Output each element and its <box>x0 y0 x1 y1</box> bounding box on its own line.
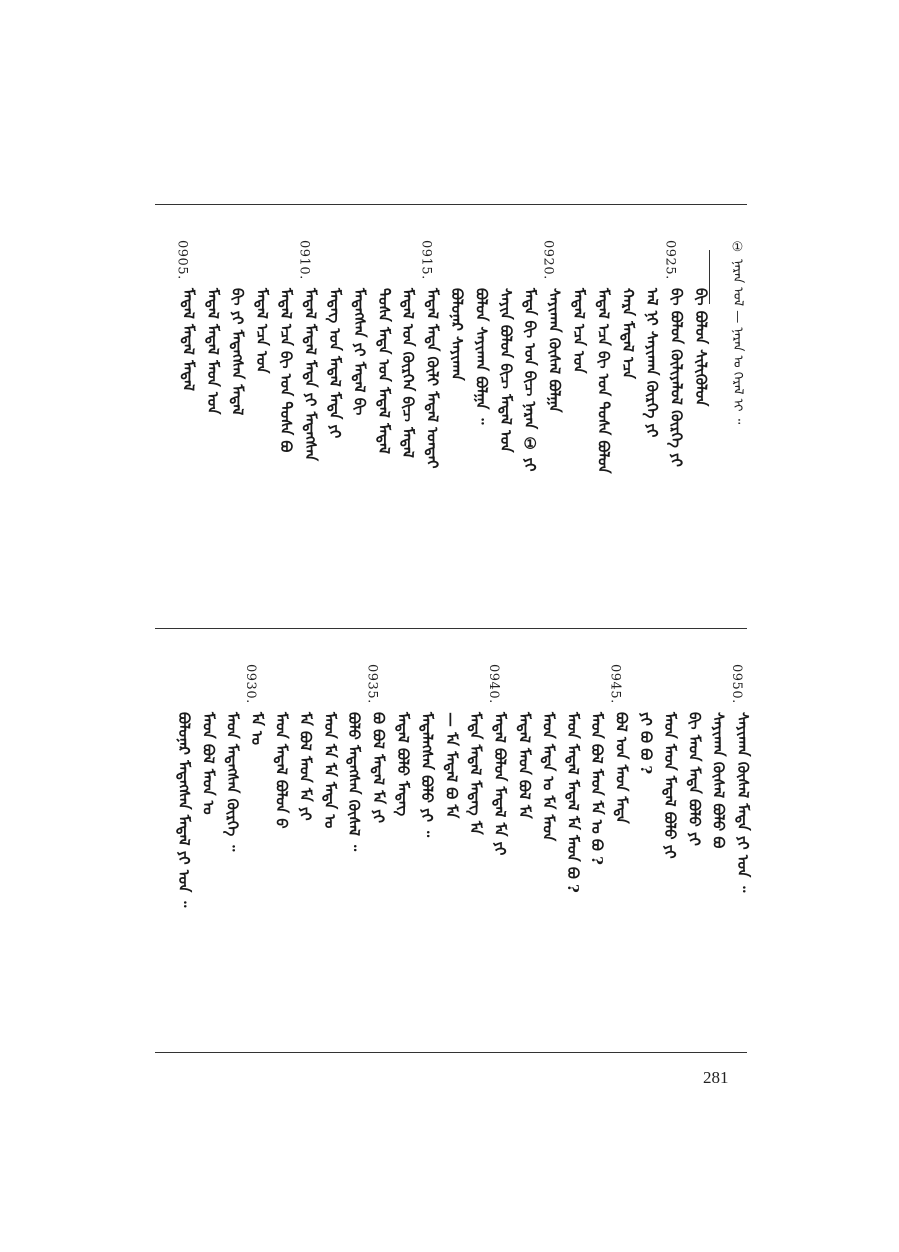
text-line: ᠶᠢ ᠪᠣ ᠪᠣ ? <box>636 712 655 775</box>
middle-rule <box>155 628 747 629</box>
text-line: ᠮᠡᠳᠡᠯ ᠮᠡᠳᠡᠯ ᠮᠡᠳ ᠤᠨ <box>204 288 222 415</box>
footnote <box>726 240 749 424</box>
footnote-text: ᠨᠠᠷᠠᠨ ᠣᠯ — ᠨᠠᠷᠠᠨ ᠤ ᠭᠡᠷᠡᠯ ᠢ ᠃ <box>730 259 745 425</box>
text-line: ᠮᠡᠳ ᠮᠡᠳᠡᠯ ᠪᠣᠯᠤᠨ ᠪ <box>272 712 291 829</box>
text-line: ᠠᠯ ᠨᠢ ᠰᠠᠶᠢᠬᠠᠨ ᠬᠦᠷᠭᠡ ᠶᠢ <box>643 288 662 438</box>
line-number: 0930. <box>243 664 258 704</box>
text-line: ᠰᠠᠶᠢᠬᠠᠨ ᠬᠦᠰᠡᠯ ᠪᠣᠯᠤ ᠪᠣ <box>709 712 728 849</box>
text-line: ᠬᠠᠷᠠ ᠮᠡᠳᠡᠯ ᠡᠴᠡ <box>618 288 637 379</box>
text-line: ᠮᠡᠳᠡᠯ ᠮᠡᠳ ᠪᠣᠯ ᠮᠡ <box>515 712 534 819</box>
line-number: 0925. <box>662 240 678 280</box>
text-line: ᠪᠢ ᠶᠢ ᠮᠡᠳᠡᠭᠰᠡᠨ ᠮᠡᠳᠡᠯ <box>228 288 247 416</box>
line-number: 0940. <box>486 664 501 704</box>
text-line: ᠮᠡᠳᠡᠯ ᠮᠡᠳᠡᠯ ᠮᠡᠳᠡ ᠶᠢ ᠮᠡᠳᠡᠭᠰᠡᠨ <box>301 288 320 462</box>
text-line: ᠲᠤᠰᠠ ᠮᠡᠳᠡ ᠤᠨ ᠮᠡᠳᠡᠯ ᠮᠡᠳᠡᠯ <box>374 288 393 454</box>
text-line: ᠮᠡᠳᠡᠭᠰᠡᠨ ᠶᠢ ᠮᠡᠳᠡᠯ ᠪᠢ <box>350 288 369 416</box>
text-line: ᠮᠡ ᠪᠣᠯ ᠮᠡᠳ ᠮᠡ ᠶᠢ <box>296 712 315 821</box>
text-line: ᠮᠡᠳᠡᠭ ᠤᠨ ᠮᠡᠳᠡᠯ ᠮᠡᠳᠡ ᠶᠢ <box>326 288 344 439</box>
text-line: ᠪᠢ ᠮᠡᠳ ᠮᠡᠳᠡ ᠪᠣᠯᠤ ᠶᠢ <box>685 712 704 846</box>
text-line: ᠮᠡᠳ ᠪᠣᠯ ᠮᠡᠳ ᠮᠡ ᠤ ᠪᠣ ? <box>588 712 607 865</box>
text-line: ᠰᠠᠶᠢᠬᠠᠨ ᠬᠦᠰᠡᠯ ᠪᠣᠯᠭᠠ <box>545 288 564 413</box>
text-line: ᠮᠡᠳᠡ ᠮᠡᠳᠡᠯ ᠮᠡᠳᠡᠭ ᠮᠡ <box>466 712 485 835</box>
text-line: ᠮᠡᠳᠡᠯ ᠡᠴᠡ ᠤᠨ <box>570 288 588 374</box>
line-number: 0910. <box>296 240 312 280</box>
text-line: ᠮᠡᠳᠡᠯ ᠮᠡᠳᠡ ᠬᠦᠯᠢ ᠮᠡᠳᠡᠯ ᠤᠨᠲᠠᠢ <box>423 288 442 469</box>
footnote-marker: ① <box>730 240 745 255</box>
text-line: ᠪᠣᠯᠤᠨᠠᠷ ᠰᠠᠶᠢᠬᠠᠨ <box>448 288 466 381</box>
line-number: 0920. <box>540 240 556 280</box>
text-line: ᠮᠡᠳᠡᠯ ᠮᠡᠳᠡᠯ ᠮᠡᠳᠡᠯ <box>179 288 198 391</box>
text-line: ᠮᠡᠳ ᠪᠣᠯ ᠮᠡᠳ ᠤ <box>199 712 218 815</box>
text-line: ᠮᠡᠳᠡ ᠪᠢ ᠤᠨ ᠪᠢᠴ ᠨᠠᠷᠠᠨ ① ᠶᠢ <box>521 288 540 472</box>
text-line: ᠪᠣᠯᠤ ᠮᠡᠳᠡᠭᠰᠡᠨ ᠬᠦᠰᠡᠯ ᠃ <box>345 712 364 852</box>
line-number: 0915. <box>418 240 434 280</box>
text-line: ᠪᠣᠯᠤᠨ ᠰᠠᠶᠢᠬᠠᠨ ᠪᠣᠯᠭᠠ ᠃ <box>472 288 491 425</box>
text-line: ᠪᠣ ᠪᠣᠯ ᠮᠡᠳᠡᠯ ᠮᠡ ᠶᠢ <box>369 712 388 824</box>
text-line: ᠮᠡᠳᠡᠯ ᠡᠴᠡ ᠤᠨ <box>252 288 271 374</box>
text-line: ᠮᠡᠳ ᠮᠡᠳᠡᠭᠰᠡᠨ ᠬᠦᠷᠭᠡ ᠃ <box>223 712 242 852</box>
text-line: ᠮᠡᠳᠡᠯ ᠪᠣᠯᠤ ᠮᠡᠳᠡᠭ <box>393 712 412 817</box>
text-line: ᠪᠣᠯ ᠤᠨ ᠮᠡᠳ ᠮᠡᠳᠡ <box>612 712 631 824</box>
text-line: ᠮᠡᠳ ᠮᠡᠳ ᠮᠡᠳᠡᠯ ᠪᠣᠯᠤ ᠶᠢ <box>661 712 680 859</box>
text-line: ᠰᠠᠶᠢᠨ ᠪᠤᠯᠤᠨ ᠪᠢᠴ ᠮᠡᠳᠡᠯ ᠤᠨ <box>496 288 515 453</box>
text-line: ᠮᠡᠳᠡᠯ ᠤᠨ ᠬᠦᠷᠭᠡᠨ ᠪᠢᠴ ᠮᠡᠳᠡᠯ <box>399 288 418 458</box>
line-number: 0905. <box>174 240 190 280</box>
text-line: ᠮᠡᠳᠡᠯ ᠪᠣᠯᠤᠨ ᠮᠡᠳᠡᠯ ᠮᠡ ᠶᠢ <box>491 712 509 856</box>
line-number: 0950. <box>729 664 744 704</box>
text-line: ᠪᠢ ᠪᠤᠯᠤᠨ ᠰᠢᠯᠢᠬᠦᠯᠦᠨ <box>692 288 710 407</box>
text-line: ᠮᠡ ᠤ <box>248 712 266 745</box>
text-line: ᠰᠠᠶᠢᠬᠠᠨ ᠬᠦᠰᠡᠯ ᠮᠡᠳᠡ ᠶᠢ ᠤᠨ ᠃ <box>734 712 752 893</box>
text-line: ᠮᠡᠳ ᠮᠡᠳᠡᠯ ᠮᠡᠳᠡᠯ ᠮᠡ ᠮᠡᠳ ᠪᠣ ? <box>563 712 582 893</box>
text-line: — ᠮᠡ ᠮᠡᠳᠡᠯ ᠪᠣ ᠮᠡ <box>442 712 461 819</box>
bottom-rule <box>155 1052 747 1053</box>
page-number: 281 <box>703 1068 729 1087</box>
text-line: ᠮᠡᠳᠡᠯᠡᠭᠰᠡᠨ ᠪᠣᠯᠤ ᠶᠢ ᠃ <box>418 712 437 838</box>
text-line: ᠮᠡᠳ ᠮᠡᠳᠡ ᠤ ᠮᠡ ᠮᠡᠳ <box>539 712 558 842</box>
text-line: ᠪᠣᠯᠤᠨᠠᠷ ᠮᠡᠳᠡᠭᠰᠡᠨ ᠮᠡᠳᠡᠯ ᠶᠢ ᠤᠨ ᠃ <box>175 712 194 908</box>
text-line: ᠮᠡᠳ ᠮᠡ ᠮᠡ ᠮᠡᠳᠡ ᠤ <box>320 712 339 829</box>
text-line: ᠮᠡᠳᠡᠯ ᠡᠴᠡ ᠪᠢ ᠤᠨ ᠲᠤᠰᠠ ᠪᠣ <box>277 288 296 453</box>
text-line: ᠪᠢ ᠪᠤᠯᠤᠨ ᠬᠦᠯᠢᠶᠡᠯᠦᠯ ᠬᠦᠷᠭᠡ ᠶᠢ <box>667 288 686 467</box>
text-line: ᠮᠡᠳᠡᠯ ᠡᠴᠡ ᠪᠢ ᠤᠨ ᠲᠤᠰᠠ ᠪᠣᠯᠤᠨ <box>594 288 613 474</box>
line-number: 0945. <box>607 664 623 704</box>
top-rule <box>155 204 747 205</box>
line-number: 0935. <box>364 664 380 704</box>
